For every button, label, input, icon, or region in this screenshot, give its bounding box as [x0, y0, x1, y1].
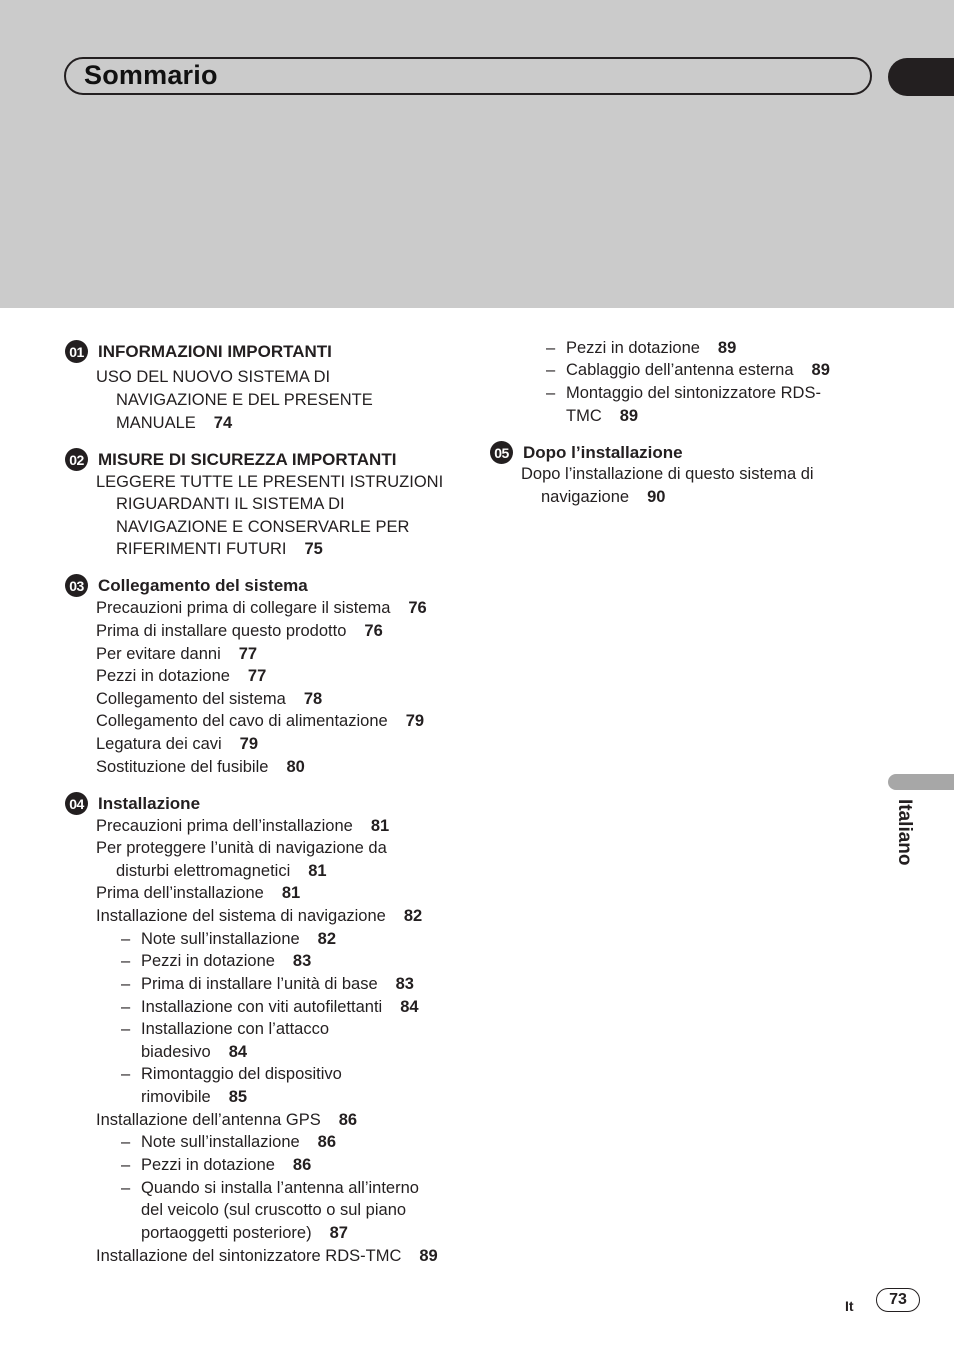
- toc-entry[interactable]: LEGGERE TUTTE LE PRESENTI ISTRUZIONI: [96, 473, 444, 491]
- toc-subentry[interactable]: Installazione con viti autofilettanti 84: [141, 998, 419, 1016]
- page-number: 76: [364, 622, 383, 640]
- toc-entry[interactable]: Precauzioni prima dell’installazione 81: [96, 817, 390, 835]
- list-dash: –: [546, 384, 556, 402]
- toc-entry[interactable]: Per evitare danni 77: [96, 645, 258, 663]
- section-title[interactable]: Installazione: [98, 794, 201, 813]
- toc-subentry[interactable]: Prima di installare l’unità di base 83: [141, 975, 414, 993]
- page-number: 89: [619, 407, 639, 425]
- section-number-badge: 04: [65, 792, 88, 815]
- page-number: 79: [405, 712, 425, 730]
- page-number: 87: [329, 1224, 348, 1242]
- page-number: 89: [811, 361, 830, 379]
- list-dash: –: [546, 361, 556, 379]
- toc-subentry[interactable]: Note sull’installazione 86: [141, 1133, 337, 1151]
- toc-entry[interactable]: Prima di installare questo prodotto 76: [96, 622, 383, 640]
- section-number-badge: 01: [65, 340, 88, 363]
- toc-entry[interactable]: Precauzioni prima di collegare il sistema 76: [96, 599, 427, 617]
- toc-subentry[interactable]: rimovibile 85: [141, 1088, 248, 1106]
- page-number: 86: [317, 1133, 337, 1151]
- toc-subentry[interactable]: Quando si installa l’antenna all’interno: [141, 1179, 419, 1197]
- toc-subentry[interactable]: Pezzi in dotazione 83: [141, 952, 312, 970]
- page-number: 84: [228, 1043, 248, 1061]
- section-number-badge: 05: [490, 441, 513, 464]
- section-title[interactable]: MISURE DI SICUREZZA IMPORTANTI: [98, 450, 397, 469]
- header-band: [0, 0, 954, 308]
- toc-entry[interactable]: Pezzi in dotazione 77: [96, 667, 267, 685]
- toc-subentry[interactable]: Rimontaggio del dispositivo: [141, 1065, 342, 1083]
- page-number: 83: [292, 952, 312, 970]
- toc-entry[interactable]: Installazione dell’antenna GPS 86: [96, 1111, 358, 1129]
- page-number: 82: [317, 930, 337, 948]
- page-number: 81: [370, 817, 390, 835]
- page-number-badge: 73: [876, 1288, 920, 1312]
- list-dash: –: [121, 998, 131, 1016]
- toc-subentry[interactable]: biadesivo 84: [141, 1043, 248, 1061]
- toc-subentry[interactable]: Cablaggio dell’antenna esterna 89: [566, 361, 830, 379]
- page-number: 81: [308, 862, 327, 880]
- page-number: 80: [286, 758, 305, 776]
- toc-subentry[interactable]: Note sull’installazione 82: [141, 930, 337, 948]
- section-title[interactable]: Dopo l’installazione: [523, 443, 683, 462]
- list-dash: –: [121, 1020, 131, 1038]
- toc-entry[interactable]: MANUALE 74: [116, 414, 233, 432]
- toc-subentry[interactable]: Installazione con l’attacco: [141, 1020, 330, 1038]
- toc-subentry[interactable]: del veicolo (sul cruscotto o sul piano: [141, 1201, 407, 1219]
- toc-entry[interactable]: Per proteggere l’unità di navigazione da: [96, 839, 387, 857]
- toc-entry[interactable]: Prima dell’installazione 81: [96, 884, 301, 902]
- page-number: 78: [303, 690, 323, 708]
- page-title: Sommario: [84, 60, 218, 90]
- toc-entry[interactable]: Dopo l’installazione di questo sistema di: [521, 465, 814, 483]
- header-black-tab: [888, 58, 954, 96]
- list-dash: –: [121, 975, 131, 993]
- section-title[interactable]: INFORMAZIONI IMPORTANTI: [98, 342, 332, 361]
- toc-entry[interactable]: USO DEL NUOVO SISTEMA DI: [96, 368, 331, 386]
- list-dash: –: [121, 1133, 131, 1151]
- page-number: 81: [281, 884, 301, 902]
- toc-entry[interactable]: Legatura dei cavi 79: [96, 735, 259, 753]
- page-number: 76: [408, 599, 427, 617]
- page-number: 85: [228, 1088, 248, 1106]
- toc-entry[interactable]: Installazione del sistema di navigazione 82: [96, 907, 423, 925]
- section-number-badge: 03: [65, 574, 88, 597]
- language-label: Italiano: [894, 799, 915, 866]
- page-number: 82: [403, 907, 423, 925]
- toc-subentry[interactable]: portaoggetti posteriore) 87: [141, 1224, 348, 1242]
- toc-subentry[interactable]: Montaggio del sintonizzatore RDS-: [566, 384, 821, 402]
- list-dash: –: [121, 1065, 131, 1083]
- page-number: 89: [419, 1247, 438, 1265]
- toc-entry[interactable]: navigazione 90: [541, 488, 666, 506]
- toc-entry[interactable]: Installazione del sintonizzatore RDS-TMC 89: [96, 1247, 438, 1265]
- footer-language-code: It: [845, 1298, 854, 1314]
- language-side-tab: [888, 774, 954, 790]
- list-dash: –: [121, 1156, 131, 1174]
- page-number: 79: [239, 735, 259, 753]
- list-dash: –: [121, 952, 131, 970]
- list-dash: –: [121, 1179, 131, 1197]
- page-number: 86: [292, 1156, 312, 1174]
- page-number: 75: [304, 540, 323, 558]
- page-number: 84: [400, 998, 419, 1016]
- page-number: 86: [338, 1111, 358, 1129]
- toc-entry[interactable]: RIFERIMENTI FUTURI 75: [116, 540, 323, 558]
- page-number: 83: [395, 975, 414, 993]
- toc-subentry[interactable]: Pezzi in dotazione 89: [566, 339, 737, 357]
- section-title[interactable]: Collegamento del sistema: [98, 576, 308, 595]
- toc-entry[interactable]: RIGUARDANTI IL SISTEMA DI: [116, 495, 345, 513]
- page-number: 74: [213, 414, 233, 432]
- toc-entry[interactable]: NAVIGAZIONE E DEL PRESENTE: [116, 391, 373, 409]
- page-number: 90: [647, 488, 666, 506]
- title-frame: [64, 57, 872, 95]
- toc-subentry[interactable]: Pezzi in dotazione 86: [141, 1156, 312, 1174]
- toc-entry[interactable]: NAVIGAZIONE E CONSERVARLE PER: [116, 518, 410, 536]
- toc-entry[interactable]: Collegamento del sistema 78: [96, 690, 323, 708]
- page-number: 77: [238, 645, 258, 663]
- toc-entry[interactable]: Sostituzione del fusibile 80: [96, 758, 305, 776]
- toc-entry[interactable]: Collegamento del cavo di alimentazione 79: [96, 712, 425, 730]
- page-number: 89: [717, 339, 737, 357]
- list-dash: –: [546, 339, 556, 357]
- toc-entry[interactable]: disturbi elettromagnetici 81: [116, 862, 327, 880]
- section-number-badge: 02: [65, 448, 88, 471]
- page-number: 77: [247, 667, 267, 685]
- list-dash: –: [121, 930, 131, 948]
- toc-subentry[interactable]: TMC 89: [566, 407, 639, 425]
